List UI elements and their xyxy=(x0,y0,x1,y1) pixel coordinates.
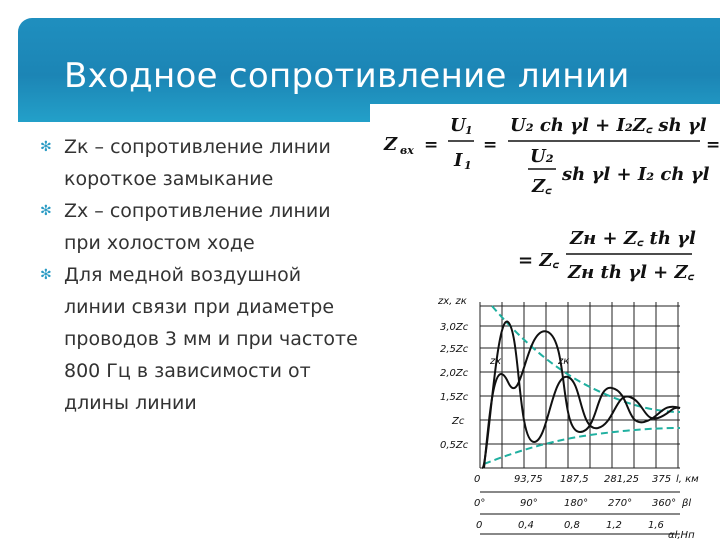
formula-numerator: U₂ ch γl + I₂Z꜀ sh γl xyxy=(510,115,707,136)
x-axis-unit: αl,Нп xyxy=(668,530,695,540)
formula-denominator-2: Zн th γl + Z꜀ xyxy=(568,262,694,283)
asterisk-icon: ✻ xyxy=(40,139,52,155)
x-tick-label: 0,8 xyxy=(564,520,580,531)
zk-label: zк xyxy=(558,356,570,367)
formula-trailing-eq: = xyxy=(706,135,720,155)
y-tick-label: 1,5Zc xyxy=(440,392,469,403)
input-impedance-formula xyxy=(370,104,720,289)
impedance-graph xyxy=(430,292,720,540)
x-tick-label: 360° xyxy=(652,498,677,509)
formula-svg xyxy=(370,104,720,289)
x-axis-unit: βl xyxy=(682,498,692,509)
slide-title: Входное сопротивление линии xyxy=(64,56,630,96)
formula-lhs-sub: вх xyxy=(400,144,414,157)
y-tick-label: Zc xyxy=(452,416,465,427)
formula-eq: = xyxy=(483,135,498,155)
formula-i1-sub: 1 xyxy=(464,159,472,172)
y-axis-title: zх, zк xyxy=(438,296,467,307)
formula-i1: I xyxy=(454,150,463,171)
x-tick-label: 1,6 xyxy=(648,520,664,531)
x-tick-label: 0° xyxy=(474,498,486,509)
formula-numerator-2: Zн + Z꜀ th γl xyxy=(570,228,696,249)
bullet-item xyxy=(40,259,360,419)
formula-u1-sub: 1 xyxy=(465,124,473,137)
bullet-item xyxy=(40,195,360,259)
y-tick-label: 2,0Zc xyxy=(440,368,469,379)
asterisk-icon: ✻ xyxy=(40,203,52,219)
graph-svg xyxy=(430,292,720,540)
x-tick-label: 1,2 xyxy=(606,520,622,531)
x-tick-label: 0 xyxy=(476,520,483,531)
x-tick-label: 281,25 xyxy=(604,474,639,485)
x-tick-label: 93,75 xyxy=(514,474,543,485)
formula-lhs: Z xyxy=(384,134,398,155)
bullet-list xyxy=(40,131,360,419)
x-tick-label: 90° xyxy=(520,498,538,509)
y-tick-label: 2,5Zc xyxy=(440,344,469,355)
formula-den-u2: U₂ xyxy=(530,146,554,167)
x-tick-label: 0 xyxy=(474,474,481,485)
formula-den-zc: Z꜀ xyxy=(532,176,552,197)
formula-eq-zc: = Z꜀ xyxy=(518,250,559,271)
formula-eq: = xyxy=(424,135,439,155)
formula-u1: U xyxy=(450,115,466,136)
x-tick-label: 270° xyxy=(608,498,633,509)
zx-label: zх xyxy=(490,356,502,367)
y-tick-label: 0,5Zc xyxy=(440,440,469,451)
y-tick-label: 3,0Zc xyxy=(440,322,469,333)
bullet-item xyxy=(40,131,360,195)
bullet-text: Zк – сопротивление линии короткое замыкание xyxy=(64,136,331,190)
bullet-text: Для медной воздушной линии связи при диаметре проводов 3 мм и при частоте 800 Гц в зависимости от длины линии xyxy=(64,264,358,414)
x-tick-label: 375 xyxy=(652,474,672,485)
x-axis-unit: l, км xyxy=(676,474,699,485)
formula-den-rest: sh γl + I₂ ch γl xyxy=(562,164,710,185)
bullet-text: Zх – сопротивление линии при холостом ходе xyxy=(64,200,331,254)
asterisk-icon: ✻ xyxy=(40,267,52,283)
x-tick-label: 0,4 xyxy=(518,520,534,531)
x-tick-label: 187,5 xyxy=(560,474,589,485)
x-tick-label: 180° xyxy=(564,498,589,509)
